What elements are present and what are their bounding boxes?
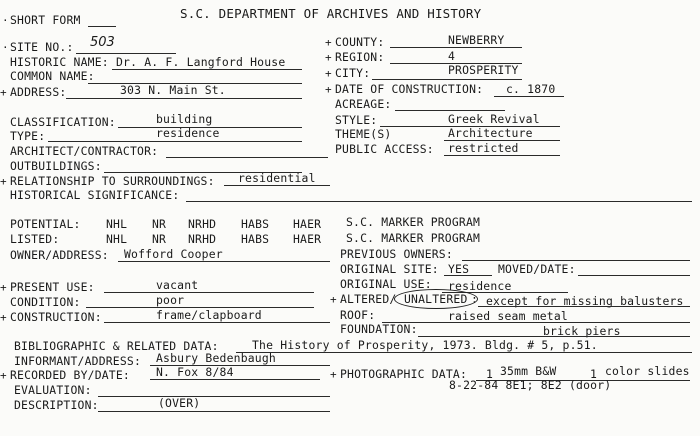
condition-value: poor [156, 293, 185, 307]
listed-marker: S.C. MARKER PROGRAM [346, 231, 481, 245]
photo-roll-info: 8-22-84 8E1; 8E2 (door) [449, 378, 612, 392]
relationship-line [224, 185, 330, 186]
relationship-label: RELATIONSHIP TO SURROUNDINGS: [10, 174, 215, 188]
foundation-label: FOUNDATION: [340, 322, 418, 336]
recorded-by-value: N. Fox 8/84 [156, 365, 234, 379]
outbuildings-label: OUTBUILDINGS: [10, 159, 102, 173]
style-value: Greek Revival [448, 112, 540, 126]
historic-name-value: Dr. A. F. Langford House [116, 55, 286, 69]
owner-line [118, 261, 330, 262]
region-label: REGION: [335, 50, 385, 64]
original-use-label: ORIGINAL USE: [340, 277, 432, 291]
theme-value: Architecture [448, 126, 533, 140]
unaltered-circle-mark [394, 289, 478, 309]
roof-value: raised seam metal [448, 309, 568, 323]
potential-habs: HABS [241, 217, 270, 231]
evaluation-label: EVALUATION: [14, 383, 92, 397]
photo-type-bw: 35mm B&W [500, 364, 557, 378]
construction-label: CONSTRUCTION: [10, 310, 102, 324]
historical-significance-line [186, 201, 692, 202]
moved-date-line [578, 275, 690, 276]
recorded-by-label: RECORDED BY/DATE: [10, 368, 130, 382]
present-use-value: vacant [156, 278, 199, 292]
public-access-value: restricted [448, 141, 519, 155]
potential-label: POTENTIAL: [10, 217, 81, 231]
classification-label: CLASSIFICATION: [10, 115, 116, 129]
region-value: 4 [448, 49, 456, 63]
bibliographic-value: The History of Prosperity, 1973. Bldg. # 5, p.51. [252, 338, 598, 352]
historic-name-label: HISTORIC NAME: [10, 55, 109, 69]
date-construction-line [494, 96, 564, 97]
public-access-label: PUBLIC ACCESS: [335, 142, 434, 156]
type-value: residence [156, 126, 220, 140]
plus-mark: + [0, 175, 7, 188]
photo-count-bw: 1 [486, 367, 494, 381]
description-label: DESCRIPTION: [14, 398, 99, 412]
listed-nr: NR [152, 232, 167, 246]
common-name-label: COMMON NAME: [10, 69, 95, 83]
historic-name-line [112, 69, 302, 70]
acreage-line [395, 110, 505, 111]
original-site-value: YES [448, 262, 470, 276]
bullet-mark: · [2, 14, 9, 27]
moved-date-label: MOVED/DATE: [498, 262, 576, 276]
city-label: CITY: [335, 66, 371, 80]
original-use-value: residence [448, 279, 512, 293]
evaluation-line [98, 396, 330, 397]
recorded-by-line [150, 379, 320, 380]
original-site-line [444, 275, 492, 276]
public-access-line [444, 155, 560, 156]
county-line [390, 47, 522, 48]
bibliographic-line [236, 352, 692, 353]
owner-value: Wofford Cooper [124, 247, 223, 261]
classification-value: building [156, 112, 213, 126]
condition-label: CONDITION: [10, 295, 81, 309]
listed-label: LISTED: [10, 232, 60, 246]
plus-mark: + [325, 36, 332, 49]
site-no-line [76, 53, 176, 54]
potential-marker: S.C. MARKER PROGRAM [346, 215, 481, 229]
theme-label: THEME(S) [335, 127, 392, 141]
previous-owners-label: PREVIOUS OWNERS: [340, 247, 453, 261]
foundation-line [418, 336, 690, 337]
plus-mark: + [325, 67, 332, 80]
style-label: STYLE: [335, 113, 378, 127]
potential-nhl: NHL [106, 217, 128, 231]
listed-habs: HABS [241, 232, 270, 246]
construction-value: frame/clapboard [156, 308, 262, 322]
photographic-data-label: PHOTOGRAPHIC DATA: [340, 367, 468, 381]
altered-label-a: ALTERED/ [340, 292, 397, 306]
plus-mark: + [0, 369, 7, 382]
original-site-label: ORIGINAL SITE: [340, 262, 439, 276]
plus-mark: + [0, 86, 7, 99]
address-line [66, 98, 302, 99]
department-title: S.C. DEPARTMENT OF ARCHIVES AND HISTORY [180, 6, 482, 21]
type-line [48, 141, 302, 142]
listed-nrhd: NRHD [188, 232, 217, 246]
plus-mark: + [0, 311, 7, 324]
informant-value: Asbury Bedenbaugh [156, 351, 276, 365]
photo-type-color: color slides [605, 364, 690, 378]
date-construction-value: c. 1870 [506, 82, 556, 96]
potential-nr: NR [152, 217, 167, 231]
county-label: COUNTY: [335, 35, 385, 49]
short-form-label: SHORT FORM [10, 13, 81, 27]
unaltered-option: UNALTERED [404, 292, 468, 306]
listed-haer: HAER [293, 232, 322, 246]
bibliographic-label: BIBLIOGRAPHIC & RELATED DATA: [14, 339, 219, 353]
county-value: NEWBERRY [448, 33, 505, 47]
acreage-label: ACREAGE: [335, 97, 392, 111]
address-value: 303 N. Main St. [120, 83, 226, 97]
altered-line [478, 306, 690, 307]
plus-mark: + [330, 368, 337, 381]
present-use-line [104, 292, 314, 293]
owner-label: OWNER/ADDRESS: [10, 248, 109, 262]
date-construction-label: DATE OF CONSTRUCTION: [335, 82, 484, 96]
type-label: TYPE: [10, 129, 46, 143]
potential-nrhd: NRHD [188, 217, 217, 231]
roof-line [382, 322, 690, 323]
city-value: PROSPERITY [448, 63, 519, 77]
address-label: ADDRESS: [10, 85, 67, 99]
description-line [98, 411, 330, 412]
foundation-value: brick piers [543, 324, 621, 338]
short-form-line [88, 26, 116, 27]
bullet-mark: · [2, 41, 9, 54]
site-no-value: 503 [90, 35, 115, 50]
present-use-label: PRESENT USE: [10, 280, 95, 294]
relationship-value: residential [238, 171, 316, 185]
plus-mark: + [330, 293, 337, 306]
historical-significance-label: HISTORICAL SIGNIFICANCE: [10, 188, 180, 202]
construction-line [104, 322, 330, 323]
previous-owners-line [462, 260, 690, 261]
altered-value: except for missing balusters [486, 294, 684, 308]
informant-label: INFORMANT/ADDRESS: [14, 354, 142, 368]
plus-mark: + [0, 281, 7, 294]
description-value: (OVER) [158, 396, 201, 410]
altered-colon: : [471, 292, 479, 306]
architect-line [166, 157, 328, 158]
roof-label: ROOF: [340, 308, 376, 322]
listed-nhl: NHL [106, 232, 128, 246]
plus-mark: + [325, 83, 332, 96]
photo-count-color: 1 [590, 367, 598, 381]
plus-mark: + [325, 51, 332, 64]
city-line [372, 79, 522, 80]
architect-label: ARCHITECT/CONTRACTOR: [10, 144, 159, 158]
potential-haer: HAER [293, 217, 322, 231]
site-no-label: SITE NO.: [10, 40, 74, 54]
